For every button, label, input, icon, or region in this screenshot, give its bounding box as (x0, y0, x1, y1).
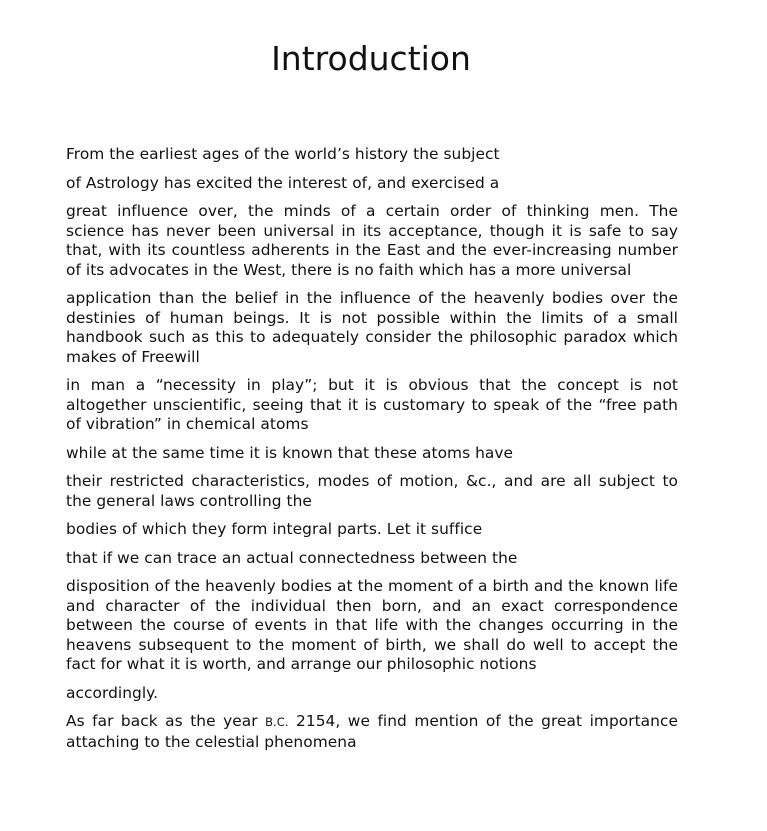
paragraph-10: disposition of the heavenly bodies at the moment of a birth and the known life and character of the individual then born, and an exact correspondence between the course of events in that life with the changes occurring in the heavens subsequent to the moment of birth, we shall do well to accept the fact for what it is worth, and arrange our philosophic notions (66, 577, 678, 673)
paragraph-3: great influence over, the minds of a certain order of thinking men. The science has never been universal in its acceptance, though it is safe to say that, with its countless adherents in the East and the ever-increasing number of its advocates in the West, there is no faith which has a more universal (66, 202, 678, 279)
era-abbreviation: B.C. (265, 715, 289, 729)
paragraph-7: their restricted characteristics, modes of motion, &c., and are all subject to the general laws controlling the (66, 472, 678, 510)
paragraph-1: From the earliest ages of the world’s history the subject (66, 145, 500, 163)
paragraph-12-start: As far back as the year (66, 712, 266, 730)
paragraph-8: bodies of which they form integral parts. Let it suffice (66, 520, 483, 538)
page-title: Introduction (271, 39, 471, 78)
paragraph-5: in man a “necessity in play”; but it is obvious that the concept is not altogether unscientific, seeing that it is customary to speak of the “free path of vibration” in chemical atoms (66, 376, 678, 433)
body-text (66, 145, 678, 761)
paragraph-2: of Astrology has excited the interest of, and exercised a (66, 173, 500, 192)
paragraph-4: application than the belief in the influence of the heavenly bodies over the destinies of human beings. It is not possible within the limits of a small handbook such as this to adequately consider the philosophic paradox which makes of Freewill (66, 289, 678, 366)
paragraph-11: accordingly. (66, 683, 159, 702)
paragraph-6: while at the same time it is known that these atoms have (66, 443, 514, 462)
paragraph-12 (66, 712, 678, 752)
paragraph-12-end: 2154, we find mention of the great importance attaching to the celestial phenomena (66, 712, 679, 751)
paragraph-9: that if we can trace an actual connectedness between the (66, 548, 518, 567)
